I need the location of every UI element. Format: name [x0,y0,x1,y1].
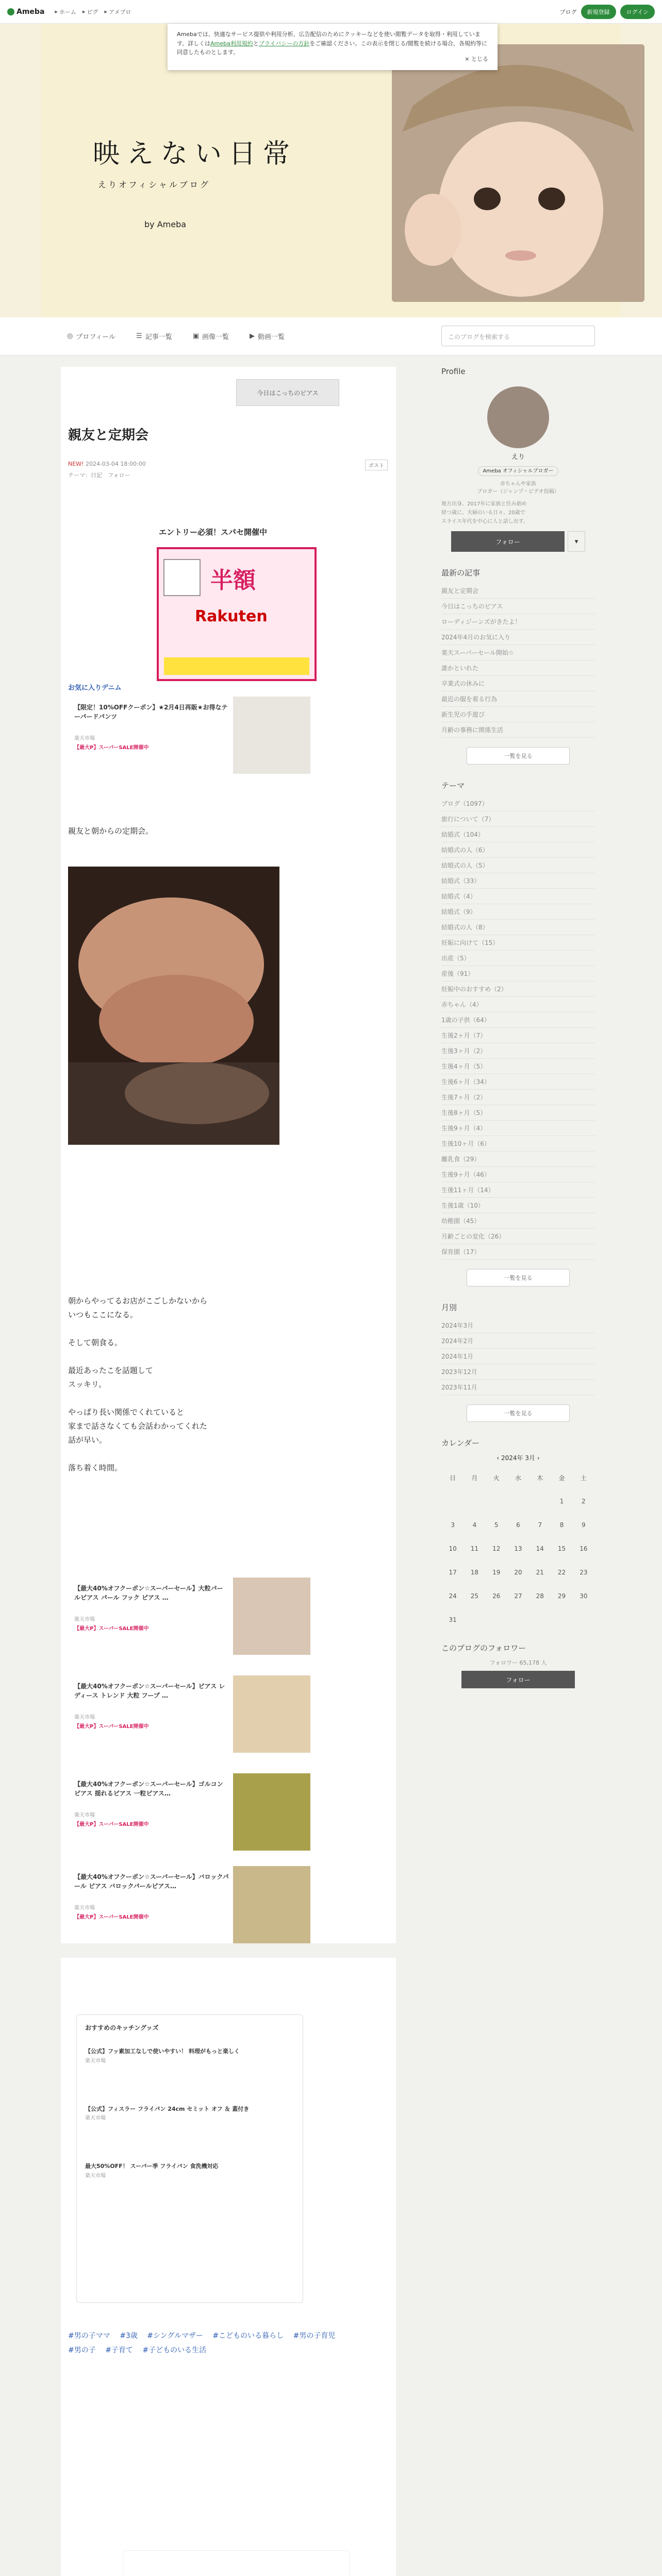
theme-more-button[interactable]: 一覧を見る [467,1269,570,1286]
instagram-embed [76,2014,303,2303]
list-icon: ☰ [136,332,142,340]
terms-link[interactable]: Ameba利用規約 [210,40,253,47]
calendar-heading: カレンダー [441,1438,480,1448]
pickup-item-1[interactable]: 【公式】フッ素加工なしで使いやすい！ 料理がもっと楽しく [85,2048,240,2055]
ameba-logo-mark [7,8,14,15]
ad-title: エントリー必須！スパセ開催中 [159,528,268,537]
nav-home-label: ホーム [59,8,76,15]
line: いつもここになる。 [68,1310,138,1319]
theme-link[interactable]: 結婚式（9） [441,904,595,920]
subnav-videos[interactable] [250,331,285,341]
theme-link[interactable]: 生後9ヶ月（4） [441,1121,595,1136]
subnav-entries[interactable] [136,331,172,341]
product-promo: 【最大P】スーパーSALE開催中 [74,1914,149,1920]
recent-entry-link[interactable]: 2024年4月のお気に入り [441,630,595,645]
subnav-images[interactable] [193,331,229,341]
subnav-profile[interactable] [67,331,115,341]
recent-more-button[interactable]: 一覧を見る [467,747,570,765]
calendar-day [464,1608,485,1631]
theme-list [441,796,595,1260]
profile-icon: ◎ [67,332,73,340]
recent-entry-link[interactable]: 誰かといれた [441,660,595,676]
calendar-day[interactable]: 25 [470,1592,479,1600]
calendar-day[interactable]: 31 [449,1616,457,1623]
calendar-day[interactable]: 3 [451,1521,455,1529]
calendar-day[interactable]: 30 [580,1592,588,1600]
theme-link[interactable]: 出産（5） [441,951,595,966]
theme-link[interactable]: 生後10ヶ月（6） [441,1136,595,1151]
pickup-item-2[interactable]: 【公式】フィスラー フライパン 24cm セミット オフ ＆ 蓋付き [85,2105,250,2112]
calendar-day[interactable]: 9 [582,1521,586,1529]
calendar-day[interactable]: 29 [557,1592,566,1600]
ameblo-icon: ▸ [104,8,107,15]
theme-link[interactable]: 保育園（17） [441,1244,595,1260]
follow-tag[interactable]: フォロー [108,472,130,479]
hashtag[interactable]: #子育て [105,2346,133,2354]
calendar-day[interactable]: 11 [470,1545,479,1552]
calendar-day[interactable]: 10 [449,1545,457,1552]
recent-list [441,583,595,738]
calendar-weekday: 日 [450,1474,456,1482]
calendar-table [441,1465,595,1632]
line: スッキリ。 [68,1380,107,1389]
profile-actions [441,531,595,552]
recent-heading: 最新の記事 [441,568,481,578]
article-date: 2024-03-04 18:00:00 [85,461,146,467]
cookie-text: Amebaでは、快適なサービス提供や利用分析、広告配信のためにクッキーなどを使い閲覧データを取得・利用しています。詳しくは [177,31,481,47]
image-icon: ▣ [192,332,200,340]
line: 最近あったこを話題して [68,1366,153,1375]
pickup-shop-3: 楽天市場 [85,2173,106,2179]
subnav-entries-label: 記事一覧 [145,333,172,341]
calendar-weekday: 水 [515,1474,521,1482]
profile-avatar[interactable] [487,386,549,448]
calendar-weekday: 火 [493,1474,500,1482]
calendar-day[interactable]: 6 [516,1521,520,1529]
theme-link[interactable]: 結婚式の人（8） [441,920,595,935]
theme-link[interactable]: 妊娠中のおすすめ（2） [441,981,595,997]
line: 落ち着く時間。 [68,1463,123,1472]
calendar-day[interactable]: 2 [582,1498,586,1505]
month-link[interactable]: 2024年3月 [441,1318,595,1333]
svg-text:半額: 半額 [210,567,256,594]
blog-search-input[interactable]: このブログを検索する [441,326,595,346]
product-card[interactable] [68,1866,316,1943]
hashtags [68,2329,335,2358]
cookie-close-button[interactable] [465,55,488,64]
calendar-day[interactable]: 17 [449,1569,457,1576]
hashtag[interactable]: #シングルマザー [147,2332,203,2340]
theme-link[interactable]: 結婚式（33） [441,873,595,889]
calendar-day[interactable]: 28 [536,1592,544,1600]
article-column [61,367,396,1943]
close-icon: × [465,56,471,63]
month-link[interactable]: 2023年11月 [441,1380,595,1395]
profile-heading: Profile [441,367,466,376]
sale-banner-art [159,549,315,679]
nav-ameblo-label: アメブロ [108,8,131,15]
article-title[interactable]: 親友と定期会 [68,428,149,443]
recent-entry-link[interactable]: 今日はこっちのピアス [441,599,595,614]
product-title[interactable]: 【最大40%オフクーポン☆スーパーセール】大粒パールピアス パール フック ピアス … [74,1585,223,1601]
profile-name[interactable]: えり [511,453,525,461]
ameba-logo[interactable] [7,8,44,16]
line: 家まで話さなくても会話わかってくれた [68,1421,208,1431]
calendar-day[interactable]: 4 [472,1521,477,1529]
blog-title[interactable]: 映えない日常 [93,139,297,170]
theme-link[interactable]: 結婚式の人（6） [441,842,595,858]
nav-ameblo[interactable] [104,8,131,16]
calendar-day [529,1490,550,1513]
blog-subtitle: えりオフィシャルブログ [98,180,210,190]
calendar-weekday: 土 [580,1474,587,1482]
theme-link[interactable]: 1歳の子供（64） [441,1012,595,1028]
profile-text: 地方出身、2017年に家族と住み始め 経つ歳に、夫婦のいる日々、20歳で スライス年代を中心に人と話し出す。 [441,501,528,524]
calendar-day[interactable]: 16 [580,1545,588,1552]
calendar-day[interactable]: 26 [492,1592,501,1600]
sidebar [441,367,595,1943]
pickup-shop-1: 楽天市場 [85,2058,106,2064]
product-shop: 楽天市場 [74,1617,95,1622]
recent-entry-link[interactable]: 親友と定期会 [441,583,595,599]
line: そして朝食る。 [68,1338,123,1347]
top-bar [0,0,662,24]
product-card[interactable] [68,1578,316,1655]
cookie-rest: をご確認ください。この表示を閉じる/閲覧を続ける場合、各規約等に同意したものとします。 [177,40,488,56]
line [68,1322,207,1336]
header-photo [392,44,644,302]
subnav-images-label: 画像一覧 [202,333,229,341]
pickup-item-3[interactable]: 最大50%OFF！ スーパー季 フライパン 食洗機対応 [85,2163,219,2170]
next-month-icon[interactable]: › [535,1454,540,1462]
article-text-2 [68,1294,207,1475]
line [68,1392,207,1405]
nav-pigg-label: ピグ [87,8,98,15]
month-link[interactable]: 2023年12月 [441,1364,595,1380]
calendar-title [441,1453,595,1462]
product-shop: 楽天市場 [74,1715,95,1720]
calendar-day[interactable]: 14 [536,1545,544,1552]
month-more-button[interactable]: 一覧を見る [467,1404,570,1422]
product-shop: 楽天市場 [74,1905,95,1911]
recent-entry-link[interactable]: 卒業式の休みに [441,676,595,691]
product-promo: 【最大P】スーパーSALE開催中 [74,745,149,751]
article-photo [68,867,279,1145]
nav-home[interactable] [55,8,76,16]
cookie-close-label: とじる [471,56,488,63]
calendar-day [464,1490,485,1513]
calendar-day [508,1490,528,1513]
article-footer [61,1958,396,2576]
theme-link[interactable]: 生後8ヶ月（5） [441,1105,595,1121]
hashtag[interactable]: #男の子 [68,2346,96,2354]
next-entry-button[interactable]: 今日はこっちのピアス [236,379,339,406]
product-promo: 【最大P】スーパーSALE開催中 [74,1822,149,1827]
article-text-1: 親友と朝からの定期会。 [68,826,154,836]
product-promo: 【最大P】スーパーSALE開催中 [74,1626,149,1632]
theme-link[interactable]: 生後6ヶ月（34） [441,1074,595,1090]
hashtag[interactable]: #男の子育児 [293,2332,336,2340]
nav-pigg[interactable] [82,8,98,16]
rakuten-sale-banner[interactable] [157,547,317,681]
product-title[interactable]: 【最大40%オフクーポン☆スーパーセール】バロックパール ピアス バロックパールピアス… [74,1873,229,1890]
calendar-day[interactable]: 15 [557,1545,566,1552]
blog-link[interactable]: ブログ [559,8,577,15]
product-card[interactable] [68,1773,316,1851]
theme-link[interactable]: 生後9ヶ月（46） [441,1167,595,1182]
article-tags [68,471,130,479]
product-card[interactable] [68,1675,316,1753]
calendar-day[interactable]: 12 [492,1545,501,1552]
theme-link[interactable]: 生後1歳（10） [441,1198,595,1213]
calendar-day[interactable]: 13 [514,1545,522,1552]
product-image[interactable] [233,697,310,774]
calendar-day[interactable]: 5 [494,1521,499,1529]
product-image[interactable] [233,1773,310,1851]
hashtag[interactable]: #男の子ママ [68,2332,110,2340]
coupon-heading[interactable]: お気に入りデニム [68,684,122,692]
product-image[interactable] [233,1866,310,1943]
calendar-day [442,1490,463,1513]
calendar-day[interactable]: 24 [449,1592,457,1600]
calendar-weekday: 月 [471,1474,478,1482]
prev-month-icon[interactable]: ‹ [496,1454,501,1462]
calendar-day [508,1608,528,1631]
article-meta [68,461,146,467]
calendar-weekday: 木 [537,1474,543,1482]
theme-link[interactable]: 幼稚園（45） [441,1213,595,1229]
baby-photo-illustration [392,44,644,302]
profile-desc2: ブロガー（ジャンプ・ビデオ投稿） [477,489,559,495]
theme-link[interactable]: 月齢ごとの変化（26） [441,1229,595,1244]
product-card[interactable] [68,697,316,774]
login-button[interactable]: ログイン [620,5,655,19]
subnav-videos-label: 動画一覧 [258,333,285,341]
recent-entry-link[interactable]: 楽天スーパーセール開始☆ [441,645,595,660]
product-shop: 楽天市場 [74,1812,95,1818]
calendar-day[interactable]: 7 [538,1521,542,1529]
line: やっぱり長い関係でくれていると [68,1408,185,1417]
video-icon: ▶ [250,332,255,340]
logo-text: Ameba [16,7,45,16]
hashtag[interactable]: #3歳 [120,2332,138,2340]
official-badge [441,466,595,474]
recent-entry-link[interactable]: ローディジーンズがきたよ！ [441,614,595,630]
recent-entry-link[interactable]: 最近の服を着る行為 [441,691,595,707]
theme-link[interactable]: 結婚式（104） [441,827,595,842]
new-badge: NEW! [68,461,84,467]
svg-text:Rakuten: Rakuten [195,607,268,625]
theme-heading: テーマ [441,781,465,790]
recent-entry-link[interactable]: 新生児の手遊び [441,707,595,722]
calendar-day[interactable]: 19 [492,1569,501,1576]
month-link[interactable]: 2024年2月 [441,1333,595,1349]
product-shop: 楽天市場 [74,736,95,741]
calendar-day[interactable]: 23 [580,1569,588,1576]
month-heading: 月別 [441,1303,457,1312]
theme-link[interactable]: 結婚式の人（5） [441,858,595,873]
theme-link[interactable]: 生後2ヶ月（7） [441,1028,595,1043]
calendar-month: 2024年 3月 [501,1454,535,1462]
theme-link[interactable]: 産後（91） [441,966,595,981]
follow-button[interactable]: フォロー [451,531,565,552]
cookie-notice [168,24,498,70]
product-image[interactable] [233,1578,310,1655]
calendar-day[interactable]: 1 [559,1498,564,1505]
theme-link[interactable]: 妊娠に向けて（15） [441,935,595,951]
product-title[interactable]: 【最大40%オフクーポン☆スーパーセール】ゴルコンピアス 揺れるピアス 一粒ピアス… [74,1781,223,1797]
pickup-shop-2: 楽天市場 [85,2115,106,2121]
product-promo: 【最大P】スーパーSALE開催中 [74,1724,149,1730]
calendar-weekday: 金 [558,1474,565,1482]
theme-link[interactable]: 旅行について（7） [441,811,595,827]
month-list [441,1318,595,1395]
line: 話が早い。 [68,1435,107,1445]
more-options-button[interactable] [568,531,585,552]
calendar-day[interactable]: 18 [470,1569,479,1576]
hands-photo-illustration [68,867,279,1145]
subnav-profile-label: プロフィール [76,333,116,341]
pickup-heading[interactable]: おすすめのキッチングッズ [85,2024,159,2031]
official-badge-label: Ameba オフィシャルブロガー [478,466,558,476]
cookie-mid: と [253,40,259,47]
hashtag[interactable]: #子どものいる生活 [142,2346,207,2354]
calendar-day[interactable]: 27 [514,1592,522,1600]
line [68,1350,207,1364]
calendar-day[interactable]: 20 [514,1569,522,1576]
theme-link[interactable]: 赤ちゃん（4） [441,997,595,1012]
hashtag[interactable]: #こどものいる暮らし [212,2332,284,2340]
calendar-day[interactable]: 8 [559,1521,564,1529]
register-button[interactable]: 新規登録 [581,5,616,19]
chevron-down-icon: ▾ [574,537,578,546]
profile-desc1: 赤ちゃんや家族 [500,481,536,487]
pigg-icon: ▸ [82,8,86,15]
recent-entry-link[interactable]: 月齢の事務に関係生活 [441,722,595,738]
product-title[interactable]: 【最大40%オフクーポン☆スーパーセール】ピアス レディース トレンド 大粒 フープ … [74,1683,225,1699]
calendar-day [573,1608,594,1631]
calendar-day [529,1608,550,1631]
by-ameba: by Ameba [144,219,187,229]
theme-link[interactable]: 生後11ヶ月（14） [441,1182,595,1198]
calendar-day[interactable]: 22 [557,1569,566,1576]
post-button[interactable]: ポスト [365,460,388,470]
calendar-day[interactable]: 21 [536,1569,544,1576]
follower-count: フォロワー 65,178 人 [489,1659,547,1666]
calendar-day [551,1608,572,1631]
theme-tag[interactable]: テーマ：日記 [68,472,102,479]
embed-placeholder [123,2550,350,2576]
follow-button-2[interactable]: フォロー [461,1671,575,1688]
theme-link[interactable]: 結婚式（4） [441,889,595,904]
theme-link[interactable]: 生後7ヶ月（2） [441,1090,595,1105]
calendar-day [486,1490,507,1513]
product-title[interactable]: 【限定！10%OFFクーポン】★2月4日再販★お得なテーパードパンツ [74,704,228,720]
theme-link[interactable]: 生後4ヶ月（5） [441,1059,595,1074]
follower-heading: このブログのフォロワー [441,1643,526,1653]
calendar-day [486,1608,507,1631]
month-link[interactable]: 2024年1月 [441,1349,595,1364]
privacy-link[interactable]: プライバシーの方針 [258,40,310,47]
theme-link[interactable]: 離乳食（29） [441,1151,595,1167]
theme-link[interactable]: 生後3ヶ月（2） [441,1043,595,1059]
home-icon: ▸ [55,8,58,15]
product-image[interactable] [233,1675,310,1753]
line [68,1447,207,1461]
line: 朝からやってるお店がこごしかないから [68,1296,208,1306]
theme-link[interactable]: ブログ（1097） [441,796,595,811]
